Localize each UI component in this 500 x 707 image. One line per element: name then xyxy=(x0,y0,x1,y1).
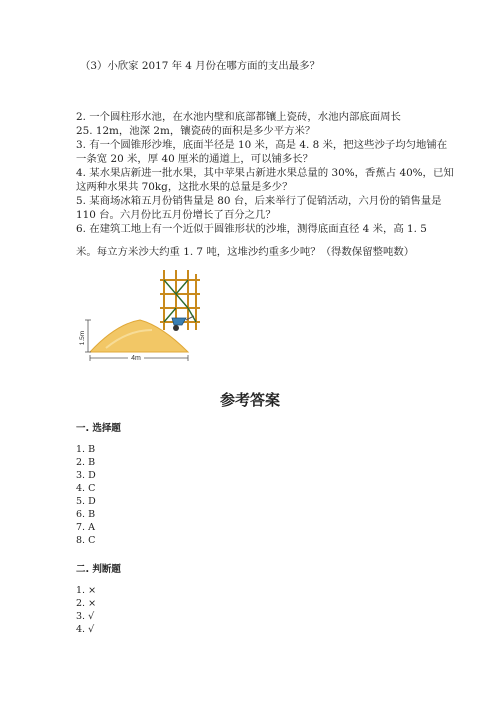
answer-item: 2. B xyxy=(76,457,96,468)
height-label: 1.5m xyxy=(79,330,86,346)
problem-line: 25. 12m，池深 2m，镶瓷砖的面积是多少平方米？ xyxy=(76,125,316,137)
answer-item: 7. A xyxy=(76,522,95,533)
answer-item: 2. × xyxy=(76,598,97,609)
answer-item: 4. C xyxy=(76,483,96,494)
answer-item: 5. D xyxy=(76,496,96,507)
answer-item: 8. C xyxy=(76,535,96,546)
answer-item: 1. B xyxy=(76,444,96,455)
problem-line: 3. 有一个圆锥形沙堆，底面半径是 10 米，高是 4. 8 米，把这些沙子均匀地铺在 xyxy=(76,139,448,151)
answer-item: 3. √ xyxy=(76,611,95,622)
problem-line: 2. 一个圆柱形水池，在水池内壁和底部都镶上瓷砖，水池内部底面周长 xyxy=(76,111,401,123)
answer-item: 4. √ xyxy=(76,624,95,635)
problem-line: 这两种水果共 70kg，这批水果的总量是多少？ xyxy=(76,181,293,193)
answer-item: 1. × xyxy=(76,585,97,596)
wheelbarrow-icon xyxy=(172,316,194,331)
width-label: 4m xyxy=(131,355,141,362)
problem-line: 110 台。六月份比五月份增长了百分之几？ xyxy=(76,209,276,221)
sand-pile xyxy=(90,320,188,352)
problem-line: 一条宽 20 米，厚 40 厘米的通道上，可以铺多长？ xyxy=(76,153,314,165)
question-3: （3）小欣家 2017 年 4 月份在哪方面的支出最多？ xyxy=(80,60,320,72)
section-choice-title: 一. 选择题 xyxy=(76,423,121,434)
problem-line: 5. 某商场冰箱五月份销售量是 80 台，后来举行了促销活动，六月份的销售量是 xyxy=(76,195,442,207)
answer-item: 3. D xyxy=(76,470,96,481)
problem-line: 4. 某水果店新进一批水果，其中苹果占新进水果总量的 30%，香蕉占 40%，已知 xyxy=(76,167,454,179)
problem-6-continuation: 米。每立方米沙大约重 1. 7 吨，这堆沙约重多少吨？（得数保留整吨数） xyxy=(76,246,415,258)
answer-item: 6. B xyxy=(76,509,96,520)
section-judge-title: 二. 判断题 xyxy=(76,564,121,575)
answers-title: 参考答案 xyxy=(219,391,280,409)
sand-pile-illustration xyxy=(76,268,202,364)
problem-line: 6. 在建筑工地上有一个近似于圆锥形状的沙堆，测得底面直径 4 米，高 1. 5 xyxy=(76,223,427,235)
